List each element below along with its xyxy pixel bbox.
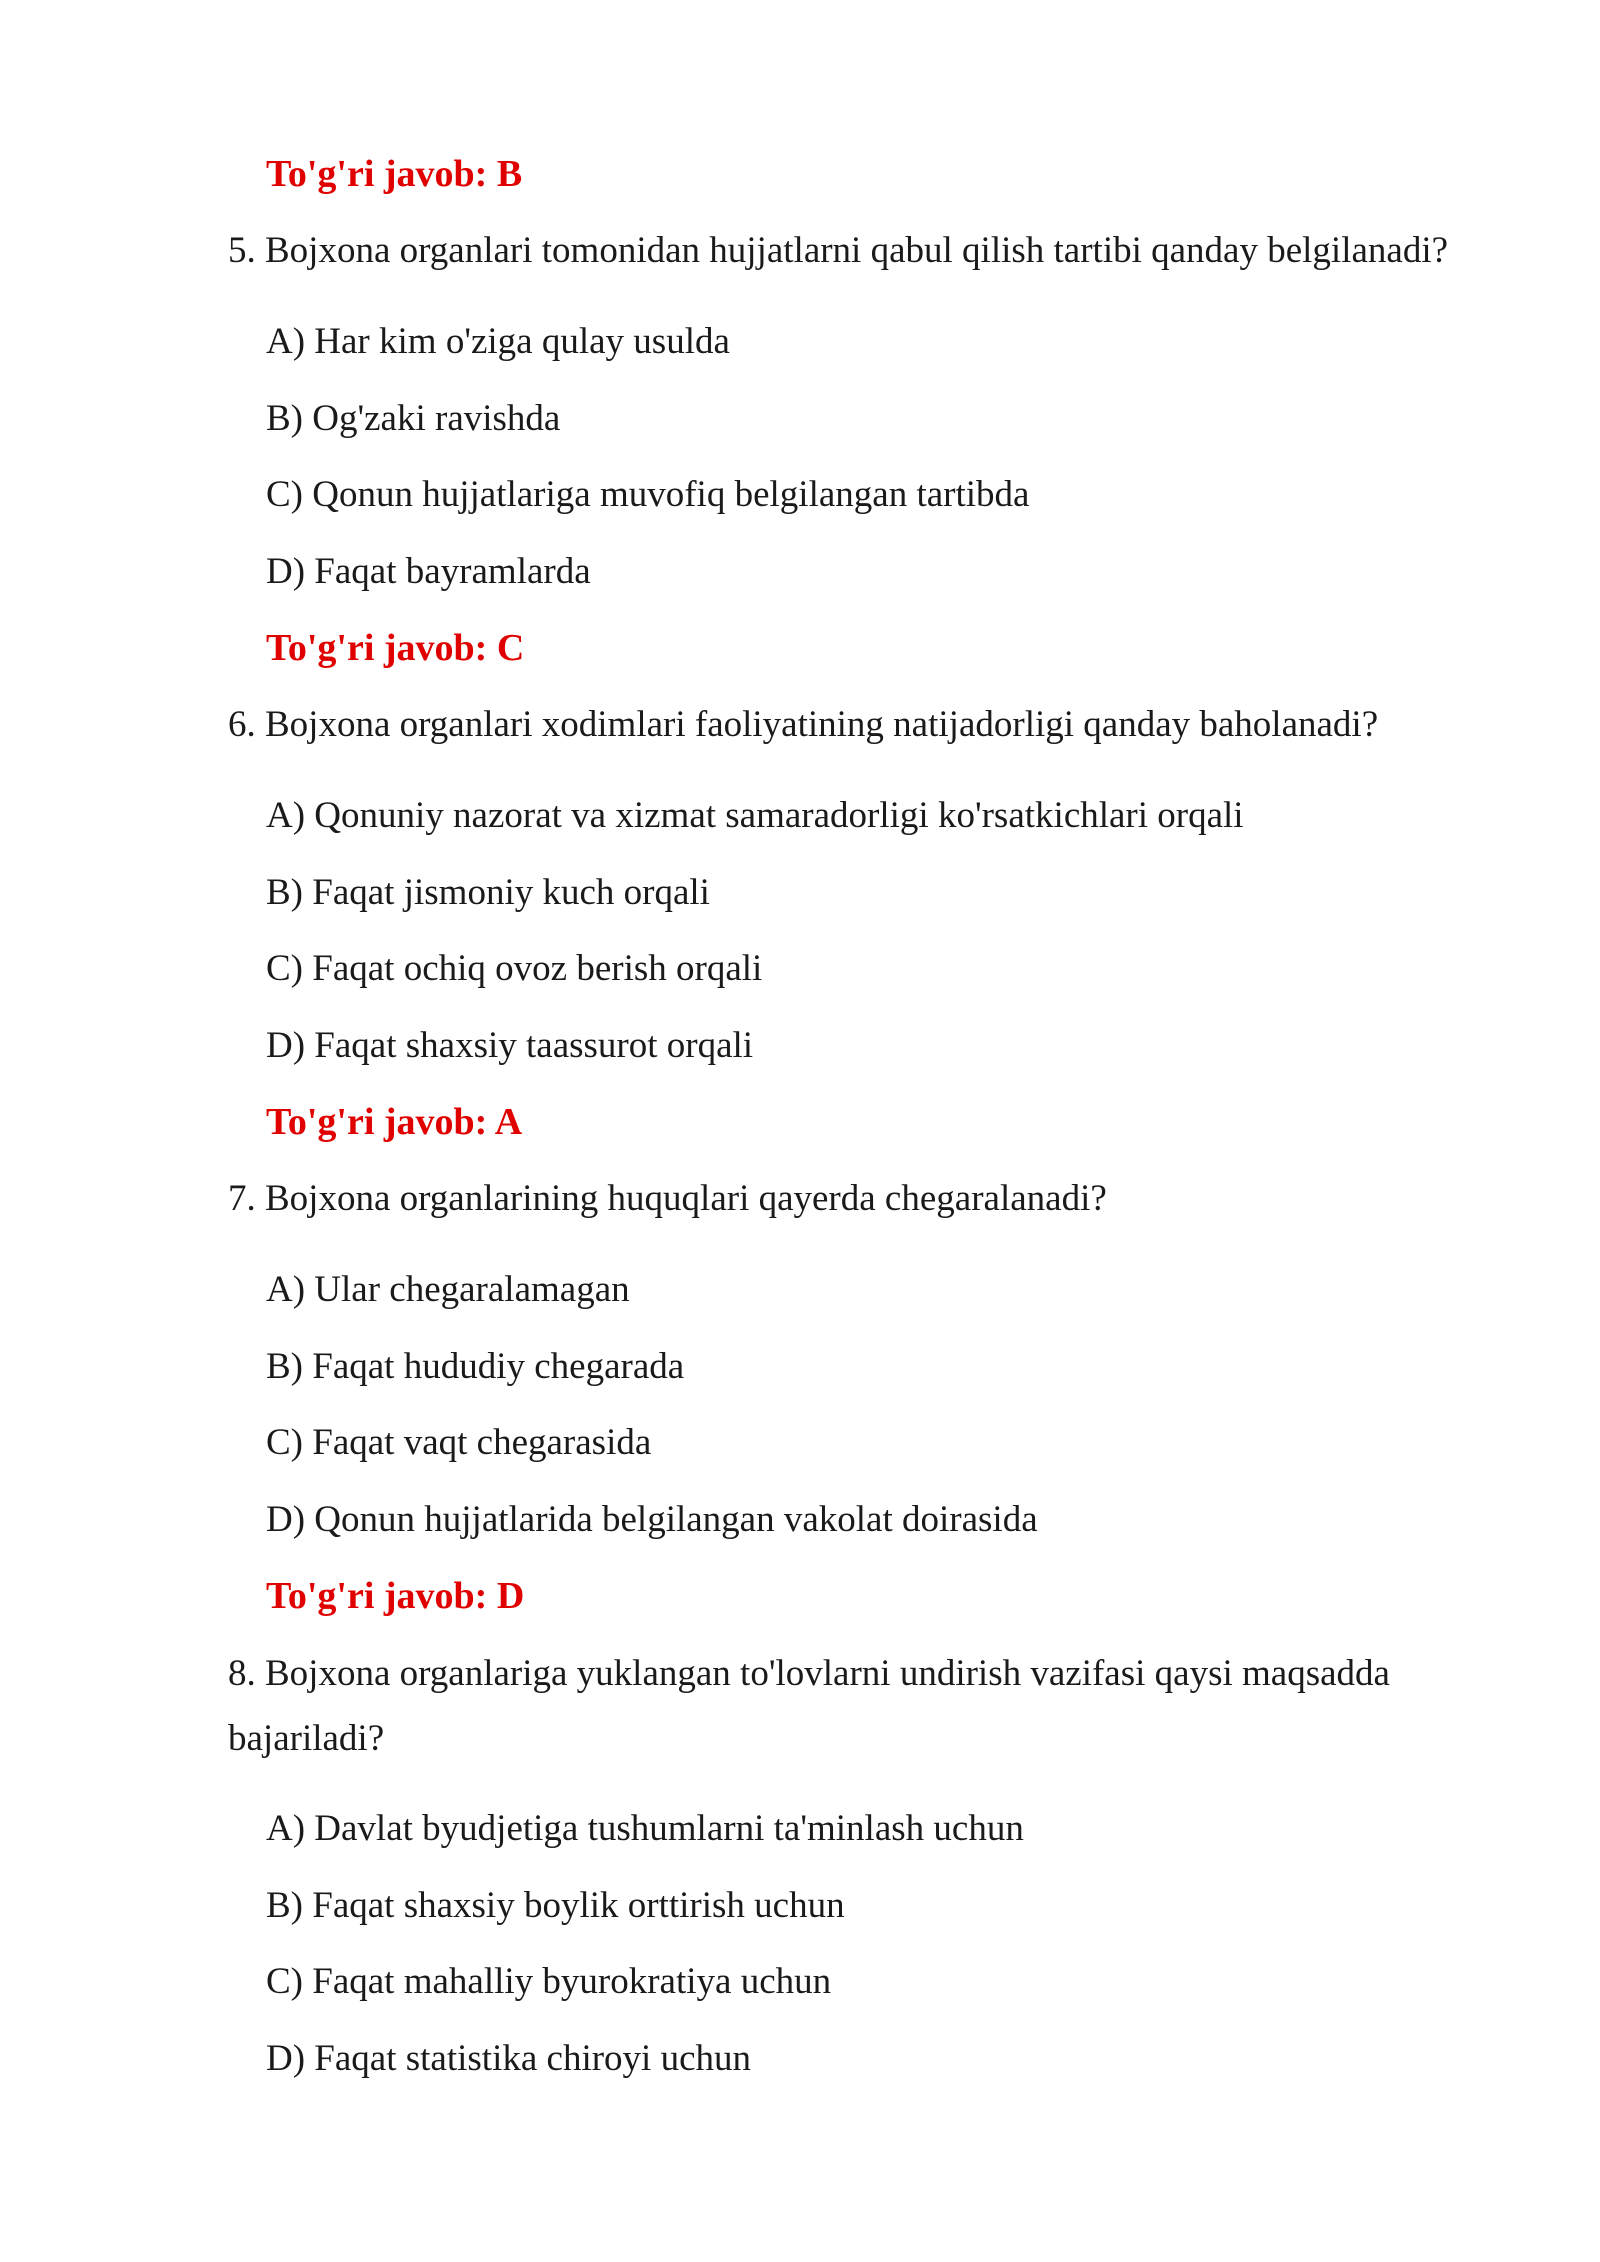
option-c: C) Faqat mahalliy byurokratiya uchun bbox=[266, 1961, 832, 2002]
option-d: D) Qonun hujjatlarida belgilangan vakolat doirasida bbox=[266, 1499, 1038, 1540]
option-b: B) Faqat hududiy chegarada bbox=[266, 1346, 685, 1387]
question-5: 5. Bojxona organlari tomonidan hujjatlarni qabul qilish tartibi qanday belgilanadi? bbox=[228, 230, 1449, 271]
option-d: D) Faqat shaxsiy taassurot orqali bbox=[266, 1025, 754, 1066]
correct-answer: To'g'ri javob: A bbox=[266, 1101, 523, 1143]
option-d: D) Faqat bayramlarda bbox=[266, 551, 591, 592]
question-7: 7. Bojxona organlarining huquqlari qayerda chegaralanadi? bbox=[228, 1178, 1107, 1219]
option-d: D) Faqat statistika chiroyi uchun bbox=[266, 2038, 752, 2079]
option-a: A) Har kim o'ziga qulay usulda bbox=[266, 321, 730, 362]
option-b: B) Faqat jismoniy kuch orqali bbox=[266, 872, 710, 913]
option-a: A) Qonuniy nazorat va xizmat samaradorligi ko'rsatkichlari orqali bbox=[266, 795, 1244, 836]
option-a: A) Davlat byudjetiga tushumlarni ta'minlash uchun bbox=[266, 1808, 1024, 1849]
option-c: C) Faqat vaqt chegarasida bbox=[266, 1422, 652, 1463]
option-b: B) Faqat shaxsiy boylik orttirish uchun bbox=[266, 1885, 845, 1926]
question-8: 8. Bojxona organlariga yuklangan to'lovlarni undirish vazifasi qaysi maqsadda bajariladi? bbox=[228, 1653, 1390, 1759]
question-6: 6. Bojxona organlari xodimlari faoliyatining natijadorligi qanday baholanadi? bbox=[228, 704, 1379, 745]
option-a: A) Ular chegaralamagan bbox=[266, 1269, 630, 1310]
correct-answer: To'g'ri javob: D bbox=[266, 1575, 525, 1617]
option-c: C) Qonun hujjatlariga muvofiq belgilangan tartibda bbox=[266, 474, 1030, 515]
correct-answer: To'g'ri javob: B bbox=[266, 153, 523, 195]
correct-answer: To'g'ri javob: C bbox=[266, 627, 525, 669]
option-b: B) Og'zaki ravishda bbox=[266, 398, 561, 439]
option-c: C) Faqat ochiq ovoz berish orqali bbox=[266, 948, 763, 989]
